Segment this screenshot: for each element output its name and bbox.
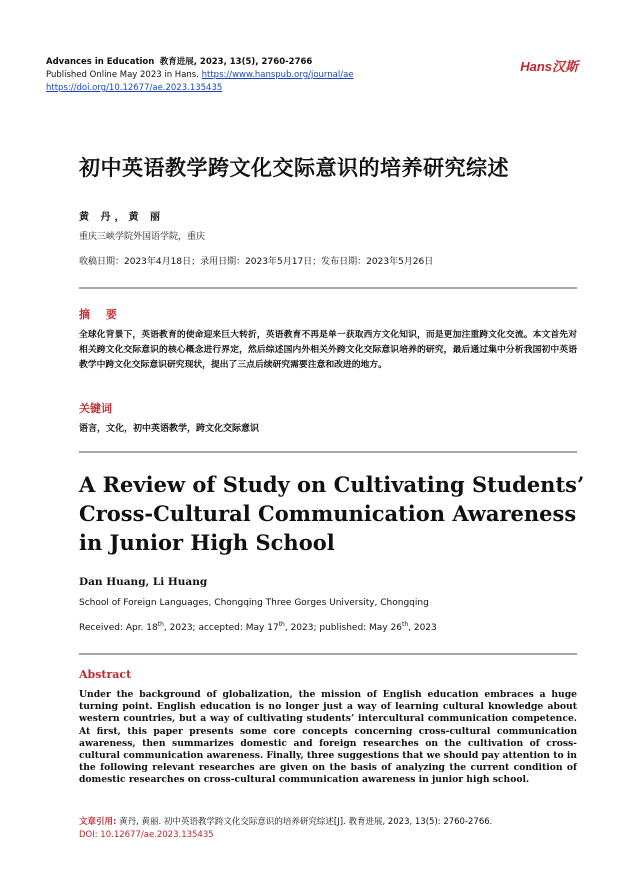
dates-en: Received: Apr. 18th, 2023; accepted: May 17th, 2023; published: May 26th, 2023 bbox=[79, 621, 437, 633]
divider bbox=[79, 653, 577, 655]
abstract-en: Under the background of globalization, the mission of English education embraces a huge turning point. English education is no longer just a way of learning cultural knowledge about western countries, but a way of cultivating students’ intercultural communication competence. At first, this paper presents some core concepts concerning cross-cultural communication awareness, then summarizes domestic and foreign researches on the cultivation of cross-cultural communication awareness. Finally, three suggestions that we should pay attention to in the following relevant researches are given on the basis of analyzing the current condition of domestic researches on cross-cultural communication awareness in junior high school. bbox=[79, 689, 577, 786]
authors-cn: 黄 丹，黄 丽 bbox=[79, 212, 164, 223]
abstract-cn: 全球化背景下，英语教育的使命迎来巨大转折，英语教育不再是单一获取西方文化知识，而是更加注重跨文化交流。本文首先对相关跨文化交际意识的核心概念进行界定，然后综述国内外相关外跨文化交际意识培养的研究，最后通过集中分析我国初中英语教学中跨文化交际意识研究现状，提出了三点后续研究需要注意和改进的地方。 bbox=[79, 330, 577, 370]
published-note: Published Online May 2023 in Hans. bbox=[46, 70, 199, 80]
doi-link[interactable]: https://doi.org/10.12677/ae.2023.135435 bbox=[46, 83, 223, 93]
citation-label: 文章引用: bbox=[79, 817, 117, 827]
hans-logo: Hans汉斯 bbox=[520, 59, 578, 74]
abstract-heading-en: Abstract bbox=[79, 668, 132, 681]
dates-cn: 收稿日期：2023年4月18日；录用日期：2023年5月17日；发布日期：2023年5月26日 bbox=[79, 257, 434, 267]
title-cn: 初中英语教学跨文化交际意识的培养研究综述 bbox=[79, 156, 509, 180]
affiliation-cn: 重庆三峡学院外国语学院，重庆 bbox=[79, 232, 206, 242]
affiliation-en: School of Foreign Languages, Chongqing Three Gorges University, Chongqing bbox=[79, 598, 429, 608]
journal-name: Advances in Education bbox=[46, 57, 155, 67]
keywords-cn: 语言，文化，初中英语教学，跨文化交际意识 bbox=[79, 424, 260, 434]
journal-header bbox=[46, 56, 354, 95]
authors-en: Dan Huang, Li Huang bbox=[79, 576, 208, 588]
journal-link[interactable]: https://www.hanspub.org/journal/ae bbox=[201, 70, 354, 80]
title-en: A Review of Study on Cultivating Students’ Cross-Cultural Communication Awareness in Junior High School bbox=[79, 472, 585, 555]
citation-text: 黄丹, 黄丽. 初中英语教学跨文化交际意识的培养研究综述[J]. 教育进展, 2023, 13(5): 2760-2766. bbox=[119, 817, 493, 827]
keywords-heading-cn: 关键词 bbox=[79, 402, 112, 415]
divider bbox=[79, 451, 577, 453]
journal-info: 教育进展, 2023, 13(5), 2760-2766 bbox=[159, 57, 313, 67]
citation bbox=[79, 816, 492, 842]
citation-doi: DOI: 10.12677/ae.2023.135435 bbox=[79, 830, 214, 840]
divider bbox=[79, 287, 577, 289]
abstract-heading-cn: 摘 要 bbox=[79, 308, 123, 321]
